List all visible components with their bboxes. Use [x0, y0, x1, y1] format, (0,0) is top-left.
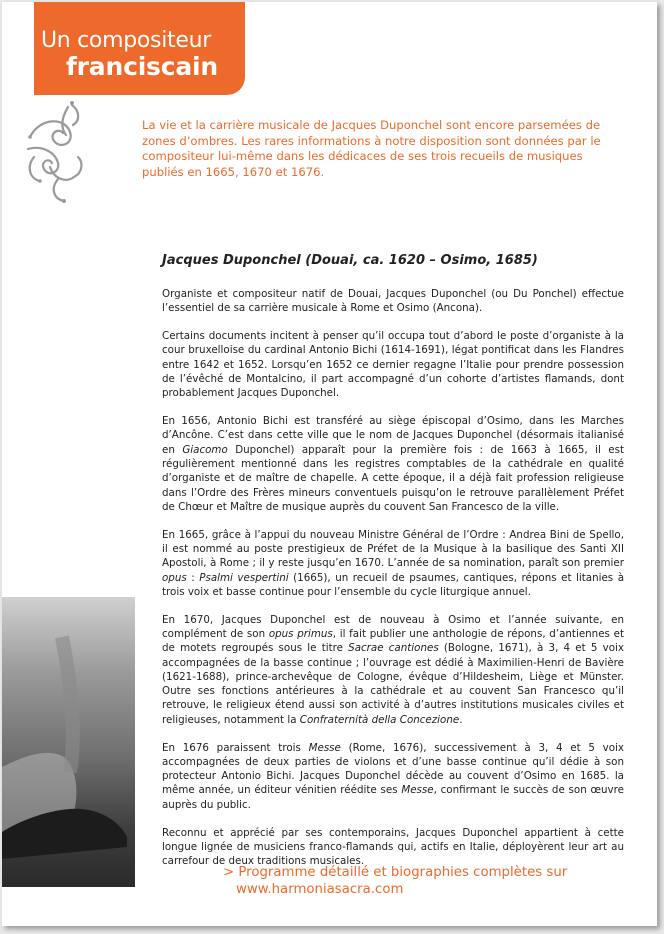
page — [2, 2, 657, 926]
article-body — [162, 287, 624, 882]
paragraph-2: Certains documents incitent à penser qu’il occupa tout d’abord le poste d’organiste à la cour bruxelloise du cardinal Antonio Bichi (1614-1691), légat pontificat dans les Flandres entre 1642 et 1652. Lorsqu’en 1652 ce dernier regagne l’Italie pour prendre possession de l’évêché de Montalcino, il part accompagné d’un cohorte d’artistes flamands, dont probablement Jacques Duponchel. — [162, 330, 624, 400]
intro-paragraph: La vie et la carrière musicale de Jacques Duponchel sont encore parsemées de zones d’ombres. Les rares informations à notre disposition sont données par le compositeur lui-même dans les dédicaces de ses trois recueils de musiques publiés en 1665, 1670 et 1676. — [142, 118, 601, 179]
paragraph-1: Organiste et compositeur natif de Douai, Jacques Duponchel (ou Du Ponchel) effectue l’essentiel de sa carrière musicale à Rome et Osimo (Ancona). — [162, 288, 624, 315]
title-line-1: Un compositeur — [41, 28, 211, 53]
ornament-icon — [20, 97, 90, 207]
footer-link[interactable] — [223, 864, 567, 898]
title-line-2: franciscain — [66, 52, 218, 81]
paragraph-7: Reconnu et apprécié par ses contemporains, Jacques Duponchel appartient à cette longue lignée de musiciens franco-flamands qui, actifs en Italie, déployèrent leur art au carrefour de deux traditions musicales. — [162, 826, 624, 868]
footer-line-1: > Programme détaillé et biographies complètes sur — [223, 865, 568, 880]
paragraph-6: En 1676 paraissent trois Messe (Rome, 1676), successivement à 3, 4 et 5 voix accompagnées de deux parties de violons et d’une basse continue qu’il dédie à son protecteur Antonio Bichi. Jacques Duponchel décède au couvent d’Osimo en 1685. la même année, un éditeur vénitien réédite ses Messe, confirmant le succès de son œuvre auprès du public. — [162, 741, 624, 811]
article-heading: Jacques Duponchel (Douai, ca. 1620 – Osimo, 1685) — [162, 253, 538, 268]
title-banner — [34, 2, 245, 95]
decorative-photo — [2, 597, 135, 887]
website-link[interactable]: www.harmoniasacra.com — [236, 882, 404, 897]
paragraph-4: En 1665, grâce à l’appui du nouveau Ministre Général de l’Ordre : Andrea Bini de Spello, il est nommé au poste prestigieux de Préfet de la Musique à la basilique des Santi XII Apostoli, à Rome ; il y reste jusqu’en 1670. L’année de sa nomination, paraît son premier opus : Psalmi vespertini (1665), un recueil de psaumes, cantiques, répons et litanies à trois voix et basse continue pour l’ensemble du cycle liturgique annuel. — [162, 528, 625, 598]
paragraph-3: En 1656, Antonio Bichi est transféré au siège épiscopal d’Osimo, dans les Marches d’Ancône. C’est dans cette ville que le nom de Jacques Duponchel (désormais italianisé en Giacomo Duponchel) apparaît pour la première fois : de 1663 à 1665, il est régulièrement mentionné dans les registres comptables de la cathédrale en qualité d’organiste et de maître de chapelle. A cette époque, il a déjà fait profession religieuse dans l’Ordre des Frères mineurs conventuels puisqu’on le retrouve parallèlement Préfet de Chœur et Maître de musique auprès du couvent San Francesco de la ville. — [162, 415, 624, 513]
paragraph-5: En 1670, Jacques Duponchel est de nouveau à Osimo et l’année suivante, en complément de son opus primus, il fait publier une anthologie de répons, d’antiennes et de motets regroupés sous le titre Sacrae cantiones (Bologne, 1671), à 3, 4 et 5 voix accompagnées de la basse continue ; l’ouvrage est dédié à Maximilien-Henri de Bavière (1621-1688), prince-archevêque de Cologne, évêque d’Hildesheim, Liège et Münster. Outre ses fonctions antérieures à la cathédrale et au couvent San Francesco qu’il retrouve, le religieux étend aussi son activité à d’autres institutions musicales civiles et religieuses, notamment la Confraternità della Concezione. — [162, 613, 624, 726]
